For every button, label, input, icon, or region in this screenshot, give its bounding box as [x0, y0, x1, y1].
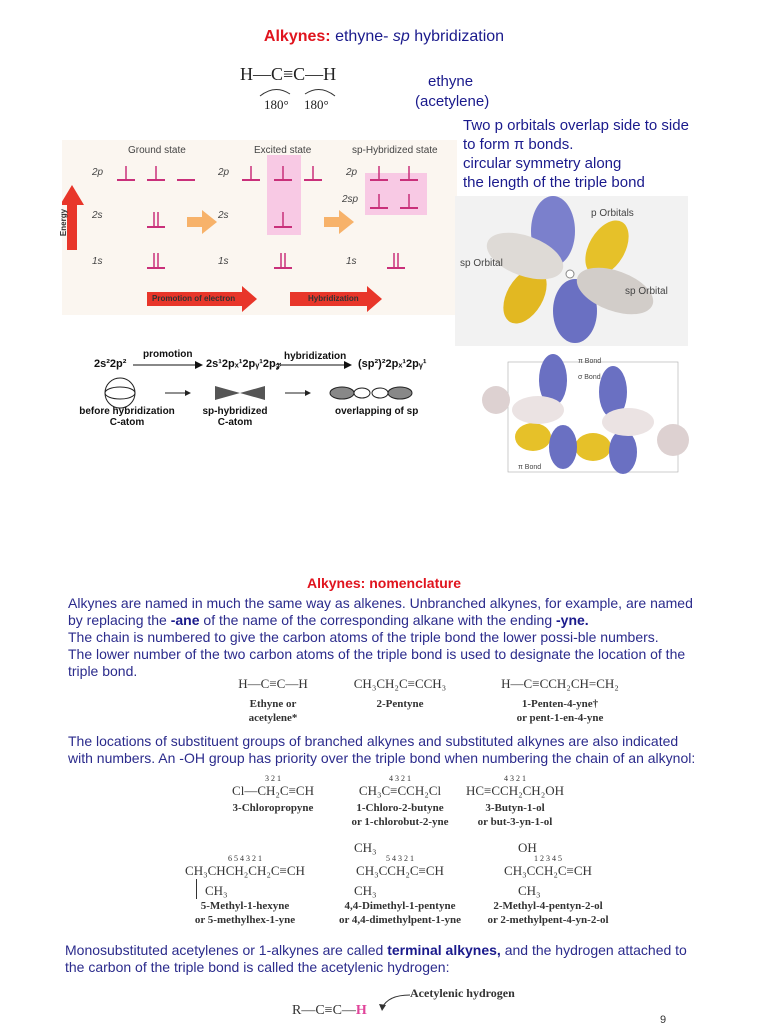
structure-ethyne: H—C≡C—H Ethyne or acetylene*	[238, 676, 308, 724]
ethyne-formula: H—C≡C—H	[240, 64, 337, 84]
config-2: 2s¹2pₓ¹2pᵧ¹2p𝓏	[206, 358, 281, 370]
hybridization-arrow	[280, 360, 352, 370]
structure-methyl-pentyn-ol: OH 1 2 3 4 5 CH₃CCH₂C≡CH CH₃ 2-Methyl-4-pentyn-2-ol or 2-methylpent-4-yn-2-ol	[487, 840, 609, 926]
hybrid-shapes	[80, 376, 460, 410]
angle-label-2: 180°	[304, 97, 329, 112]
page-number: 9	[660, 1014, 667, 1026]
config-1: 2s²2p²	[94, 358, 127, 370]
structure-penten-yne: H—C≡CCH₂CH=CH₂ 1-Penten-4-yne† or pent-1-en-4-yne	[501, 676, 619, 724]
caption-overlap: overlapping of sp	[335, 406, 419, 417]
config-3: (sp²)²2pₓ¹2pᵧ¹	[358, 358, 427, 370]
structure-methyl-hexyne: 6 5 4 3 2 1 CH₃CHCH₂CH₂C≡CH CH₃ 5-Methyl-1-hexyne or 5-methylhex-1-yne	[180, 840, 310, 927]
promotion-arrow	[133, 360, 203, 370]
hybridization-label: hybridization	[284, 351, 347, 362]
structure-dimethyl-pentyne: CH₃ 5 4 3 2 1 CH₃CCH₂C≡CH CH₃ 4,4-Dimethyl-1-pentyne or 4,4-dimethylpent-1-yne	[338, 840, 461, 926]
structure-chloropropyne: 3 2 1 Cl—CH₂C≡CH 3-Chloropropyne	[232, 774, 314, 814]
terminal-alkynes-paragraph: Monosubstituted acetylenes or 1-alkynes are called terminal alkynes, and the hydrogen attached to the carbon of the triple bond is called the acetylenic hydrogen:	[65, 942, 687, 975]
acetylenic-label: Acetylenic hydrogen	[410, 986, 515, 1000]
acetylene-name: (acetylene)	[415, 93, 490, 110]
acetylenic-formula: R—C≡C—H	[292, 1003, 367, 1018]
nomenclature-paragraph-2: The locations of substituent groups of branched alkynes and substituted alkynes are also indicated with numbers. An -OH group has priority over the triple bond when numbering the chain of an alkynol:	[68, 733, 696, 766]
sp-orbital-picture: p Orbitals sp Orbital sp Orbital	[455, 196, 688, 346]
pi-bond-picture: π Bond σ Bond π Bond	[478, 352, 693, 482]
pi-bond-graphic	[478, 352, 693, 482]
angle-label-1: 180°	[264, 97, 289, 112]
acetylenic-arrow	[378, 992, 412, 1012]
caption-sp: sp-hybridized C-atom	[202, 406, 268, 428]
ethyne-name: ethyne	[428, 73, 474, 90]
nomenclature-paragraph-1: Alkynes are named in much the same way as alkenes. Unbranched alkynes, for example, are named by replacing the -ane of the name of the corresponding alkane with the ending -yne. The chain is numbered to give the carbon atoms of the triple bond the lower possi-ble numbers. The lower number of the two carbon atoms of the triple bond is used to designate the location of the triple bond.	[68, 595, 693, 679]
nomenclature-heading: Alkynes: nomenclature	[306, 575, 462, 591]
caption-before: before hybridization C-atom	[79, 406, 175, 428]
orbital-note: Two p orbitals overlap side to side to form π bonds. circular symmetry along the length of the triple bond	[463, 117, 689, 191]
promotion-label: promotion	[143, 349, 193, 360]
energy-level-diagram: Ground state Excited state sp-Hybridized state 2p 2s 1s 2p 2s 1s 2p 2sp 1s Energy Promotion of electron Hybridization	[62, 140, 457, 315]
page-title: Alkynes: ethyne- sp hybridization	[263, 28, 505, 45]
sp-orbital-graphic	[455, 196, 688, 346]
structure-2-pentyne: CH₃CH₂C≡CCH₃ 2-Pentyne	[353, 676, 447, 710]
structure-butyn-ol: 4 3 2 1 HC≡CCH₂CH₂OH 3-Butyn-1-ol or but-3-yn-1-ol	[465, 774, 565, 828]
structure-chloro-butyne: 4 3 2 1 CH₃C≡CCH₂Cl 1-Chloro-2-butyne or 1-chlorobut-2-yne	[351, 774, 449, 828]
energy-diagram-graphic	[62, 140, 457, 315]
